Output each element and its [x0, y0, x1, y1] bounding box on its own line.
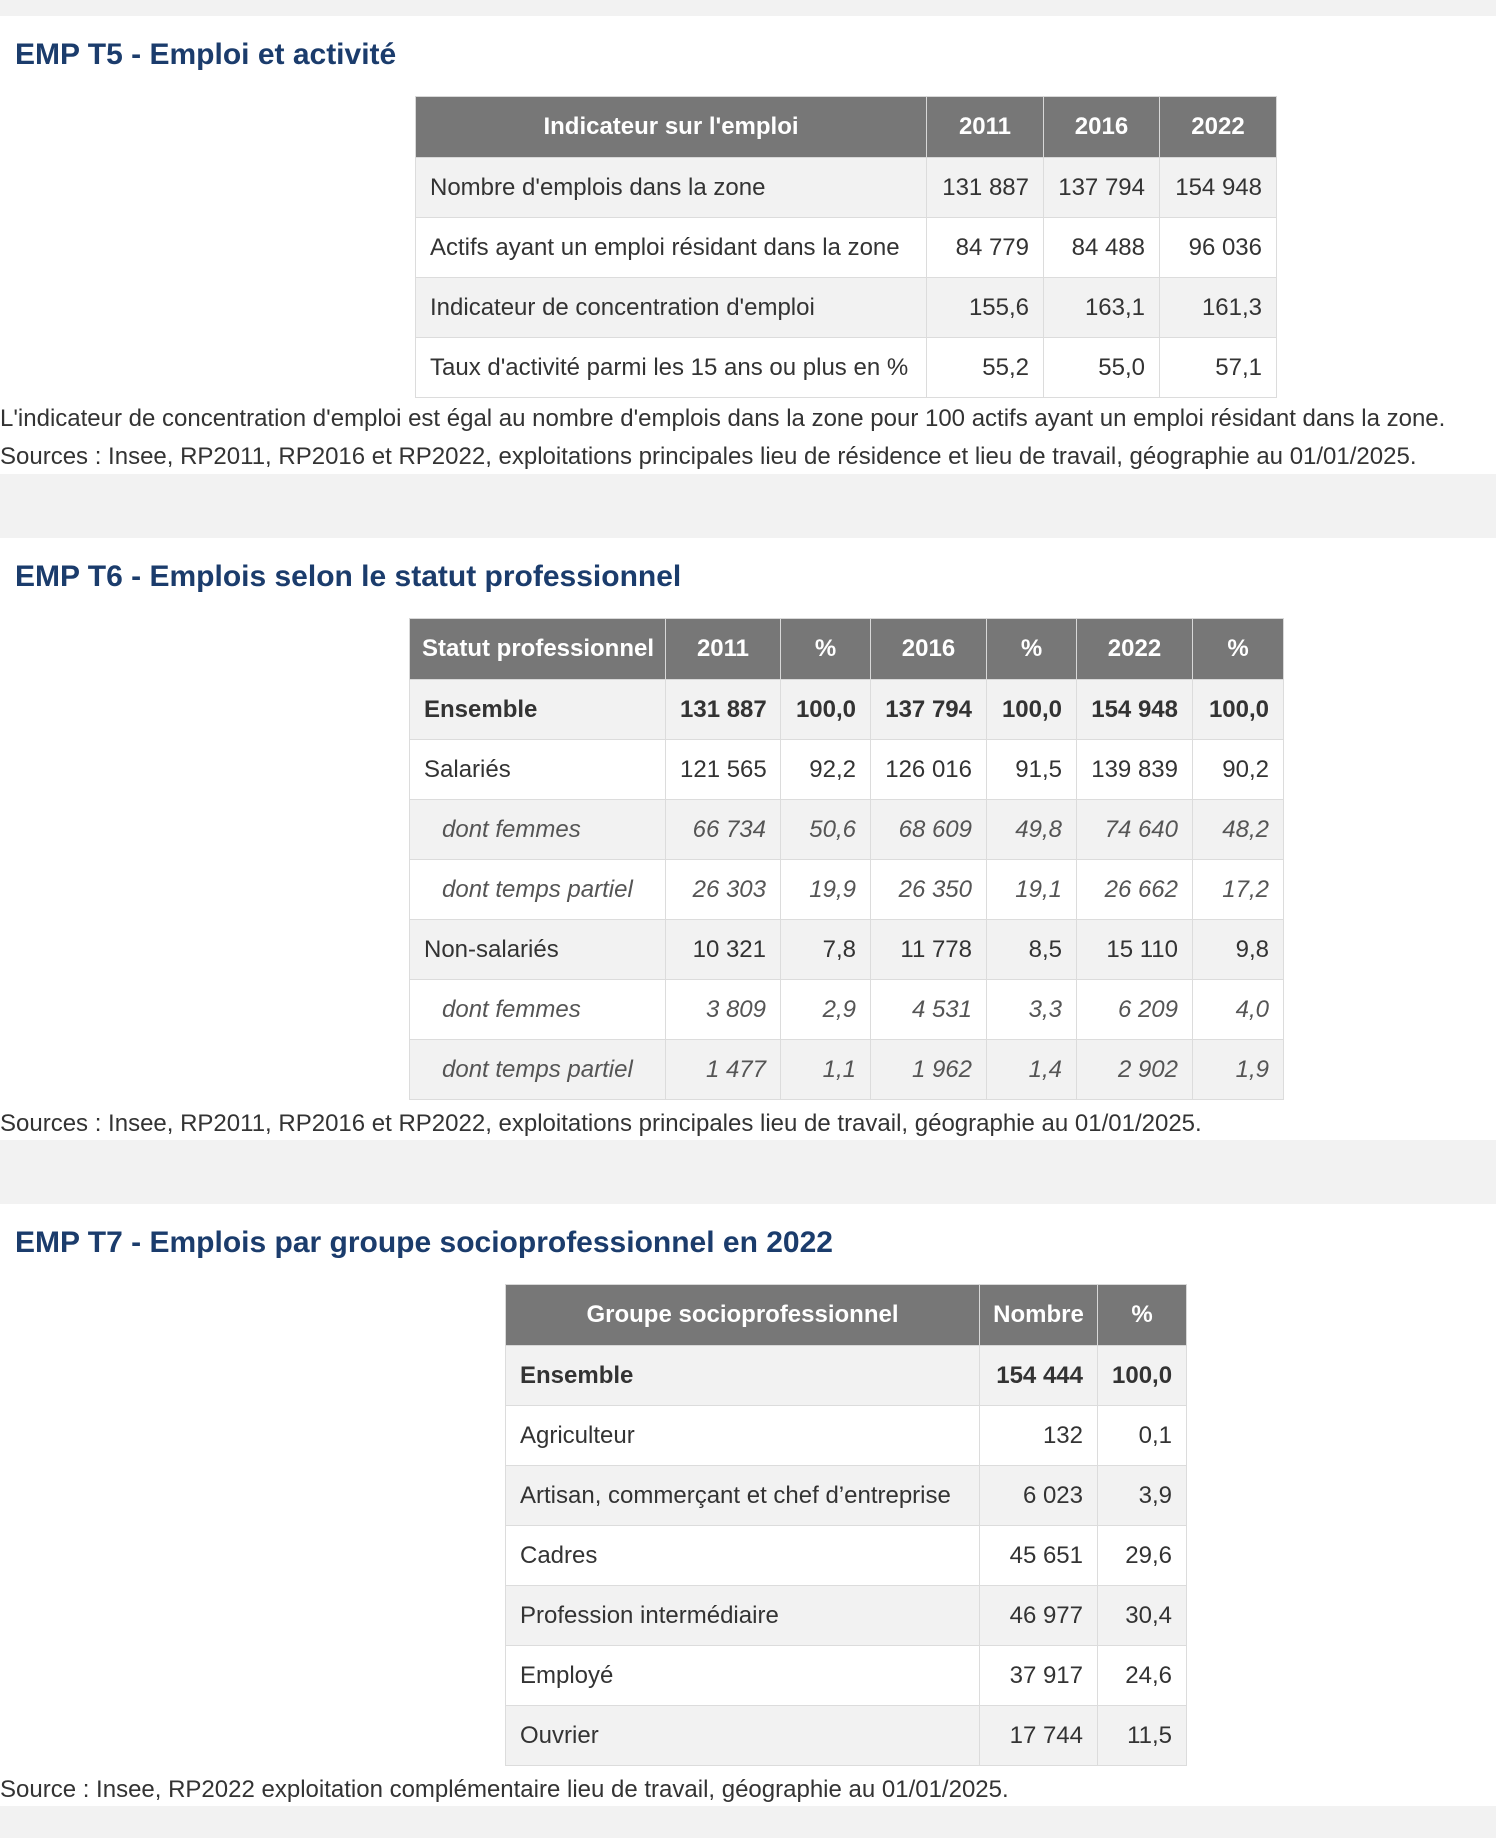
cell-value: 55,2: [927, 338, 1044, 398]
cell-value: 84 779: [927, 218, 1044, 278]
cell-value: 17 744: [980, 1706, 1098, 1766]
cell-value: 19,9: [781, 860, 871, 920]
cell-value: 3,9: [1098, 1466, 1187, 1526]
table-header-row: [506, 1285, 1187, 1346]
table-source-t5: Sources : Insee, RP2011, RP2016 et RP2022, exploitations principales lieu de résidence et lieu de travail, géographie au 01/01/2025.: [0, 443, 1417, 470]
table-header-row: [416, 97, 1277, 158]
cell-value: 30,4: [1098, 1586, 1187, 1646]
cell-value: 121 565: [666, 740, 781, 800]
row-label: Indicateur de concentration d'emploi: [416, 278, 927, 338]
cell-value: 3 809: [666, 980, 781, 1040]
column-header-2016: 2016: [1044, 97, 1160, 158]
cell-value: 57,1: [1160, 338, 1277, 398]
row-label: dont femmes: [410, 800, 666, 860]
table-row: [506, 1466, 1187, 1526]
cell-value: 3,3: [987, 980, 1077, 1040]
cell-value: 19,1: [987, 860, 1077, 920]
cell-value: 48,2: [1193, 800, 1284, 860]
cell-value: 91,5: [987, 740, 1077, 800]
table-emp-t7: [505, 1284, 1187, 1766]
row-label: Employé: [506, 1646, 980, 1706]
cell-value: 100,0: [781, 680, 871, 740]
table-row: [506, 1526, 1187, 1586]
cell-value: 9,8: [1193, 920, 1284, 980]
table-emp-t6: [409, 618, 1284, 1100]
cell-value: 11 778: [871, 920, 987, 980]
column-header-percent: %: [781, 619, 871, 680]
column-header-2022: 2022: [1160, 97, 1277, 158]
row-label: Profession intermédiaire: [506, 1586, 980, 1646]
table-row-total: [410, 680, 1284, 740]
row-label: Ouvrier: [506, 1706, 980, 1766]
table-row: [506, 1586, 1187, 1646]
column-header-percent: %: [1193, 619, 1284, 680]
section-title-t5: EMP T5 - Emploi et activité: [15, 38, 397, 71]
table-note-t5: L'indicateur de concentration d'emploi est égal au nombre d'emplois dans la zone pour 100 actifs ayant un emploi résidant dans la zone.: [0, 405, 1446, 432]
section-title-t6: EMP T6 - Emplois selon le statut professionnel: [15, 560, 682, 593]
cell-value: 92,2: [781, 740, 871, 800]
column-header-2016: 2016: [871, 619, 987, 680]
cell-value: 100,0: [987, 680, 1077, 740]
cell-value: 131 887: [927, 158, 1044, 218]
cell-value: 6 023: [980, 1466, 1098, 1526]
column-header-percent: %: [987, 619, 1077, 680]
cell-value: 15 110: [1077, 920, 1193, 980]
cell-value: 1,1: [781, 1040, 871, 1100]
cell-value: 84 488: [1044, 218, 1160, 278]
row-label: Nombre d'emplois dans la zone: [416, 158, 927, 218]
row-label: dont temps partiel: [410, 1040, 666, 1100]
table-row-sub: [410, 860, 1284, 920]
cell-value: 163,1: [1044, 278, 1160, 338]
cell-value: 45 651: [980, 1526, 1098, 1586]
cell-value: 49,8: [987, 800, 1077, 860]
column-header-percent: %: [1098, 1285, 1187, 1346]
cell-value: 55,0: [1044, 338, 1160, 398]
cell-value: 7,8: [781, 920, 871, 980]
cell-value: 90,2: [1193, 740, 1284, 800]
column-header-2011: 2011: [927, 97, 1044, 158]
table-source-t7: Source : Insee, RP2022 exploitation complémentaire lieu de travail, géographie au 01/01/2025.: [0, 1776, 1009, 1803]
cell-value: 154 948: [1160, 158, 1277, 218]
cell-value: 26 662: [1077, 860, 1193, 920]
cell-value: 11,5: [1098, 1706, 1187, 1766]
row-label: Cadres: [506, 1526, 980, 1586]
cell-value: 1,9: [1193, 1040, 1284, 1100]
section-emp-t7: [0, 1204, 1496, 1806]
cell-value: 4,0: [1193, 980, 1284, 1040]
cell-value: 1 962: [871, 1040, 987, 1100]
row-label: Actifs ayant un emploi résidant dans la zone: [416, 218, 927, 278]
cell-value: 68 609: [871, 800, 987, 860]
column-header-group: Groupe socioprofessionnel: [506, 1285, 980, 1346]
section-emp-t5: [0, 16, 1496, 474]
cell-value: 1,4: [987, 1040, 1077, 1100]
section-title-t7: EMP T7 - Emplois par groupe socioprofessionnel en 2022: [15, 1226, 833, 1259]
cell-value: 2 902: [1077, 1040, 1193, 1100]
table-row: [506, 1406, 1187, 1466]
cell-value: 137 794: [1044, 158, 1160, 218]
cell-value: 26 350: [871, 860, 987, 920]
cell-value: 155,6: [927, 278, 1044, 338]
column-header-status: Statut professionnel: [410, 619, 666, 680]
table-row-total: [506, 1346, 1187, 1406]
column-header-2022: 2022: [1077, 619, 1193, 680]
cell-value: 29,6: [1098, 1526, 1187, 1586]
row-label: dont temps partiel: [410, 860, 666, 920]
cell-value: 2,9: [781, 980, 871, 1040]
cell-value: 1 477: [666, 1040, 781, 1100]
column-header-count: Nombre: [980, 1285, 1098, 1346]
table-source-t6: Sources : Insee, RP2011, RP2016 et RP2022, exploitations principales lieu de travail, géographie au 01/01/2025.: [0, 1110, 1202, 1137]
cell-value: 37 917: [980, 1646, 1098, 1706]
cell-value: 132: [980, 1406, 1098, 1466]
row-label: Ensemble: [506, 1346, 980, 1406]
row-label: Salariés: [410, 740, 666, 800]
cell-value: 161,3: [1160, 278, 1277, 338]
row-label: Agriculteur: [506, 1406, 980, 1466]
cell-value: 139 839: [1077, 740, 1193, 800]
table-row: [416, 218, 1277, 278]
cell-value: 154 444: [980, 1346, 1098, 1406]
table-row: [410, 740, 1284, 800]
table-row: [410, 920, 1284, 980]
cell-value: 74 640: [1077, 800, 1193, 860]
row-label: Ensemble: [410, 680, 666, 740]
table-row-sub: [410, 980, 1284, 1040]
cell-value: 46 977: [980, 1586, 1098, 1646]
column-header-2011: 2011: [666, 619, 781, 680]
cell-value: 4 531: [871, 980, 987, 1040]
table-row: [506, 1706, 1187, 1766]
table-row: [416, 338, 1277, 398]
cell-value: 100,0: [1193, 680, 1284, 740]
cell-value: 10 321: [666, 920, 781, 980]
cell-value: 96 036: [1160, 218, 1277, 278]
cell-value: 131 887: [666, 680, 781, 740]
table-row: [416, 158, 1277, 218]
table-header-row: [410, 619, 1284, 680]
cell-value: 126 016: [871, 740, 987, 800]
row-label: Artisan, commerçant et chef d’entreprise: [506, 1466, 980, 1526]
table-row: [506, 1646, 1187, 1706]
table-row-sub: [410, 1040, 1284, 1100]
cell-value: 137 794: [871, 680, 987, 740]
cell-value: 26 303: [666, 860, 781, 920]
cell-value: 24,6: [1098, 1646, 1187, 1706]
table-row-sub: [410, 800, 1284, 860]
cell-value: 6 209: [1077, 980, 1193, 1040]
cell-value: 8,5: [987, 920, 1077, 980]
cell-value: 0,1: [1098, 1406, 1187, 1466]
cell-value: 66 734: [666, 800, 781, 860]
row-label: Taux d'activité parmi les 15 ans ou plus en %: [416, 338, 927, 398]
cell-value: 100,0: [1098, 1346, 1187, 1406]
column-header-indicator: Indicateur sur l'emploi: [416, 97, 927, 158]
cell-value: 154 948: [1077, 680, 1193, 740]
section-emp-t6: [0, 538, 1496, 1140]
row-label: dont femmes: [410, 980, 666, 1040]
table-row: [416, 278, 1277, 338]
cell-value: 17,2: [1193, 860, 1284, 920]
cell-value: 50,6: [781, 800, 871, 860]
table-emp-t5: [415, 96, 1277, 398]
row-label: Non-salariés: [410, 920, 666, 980]
